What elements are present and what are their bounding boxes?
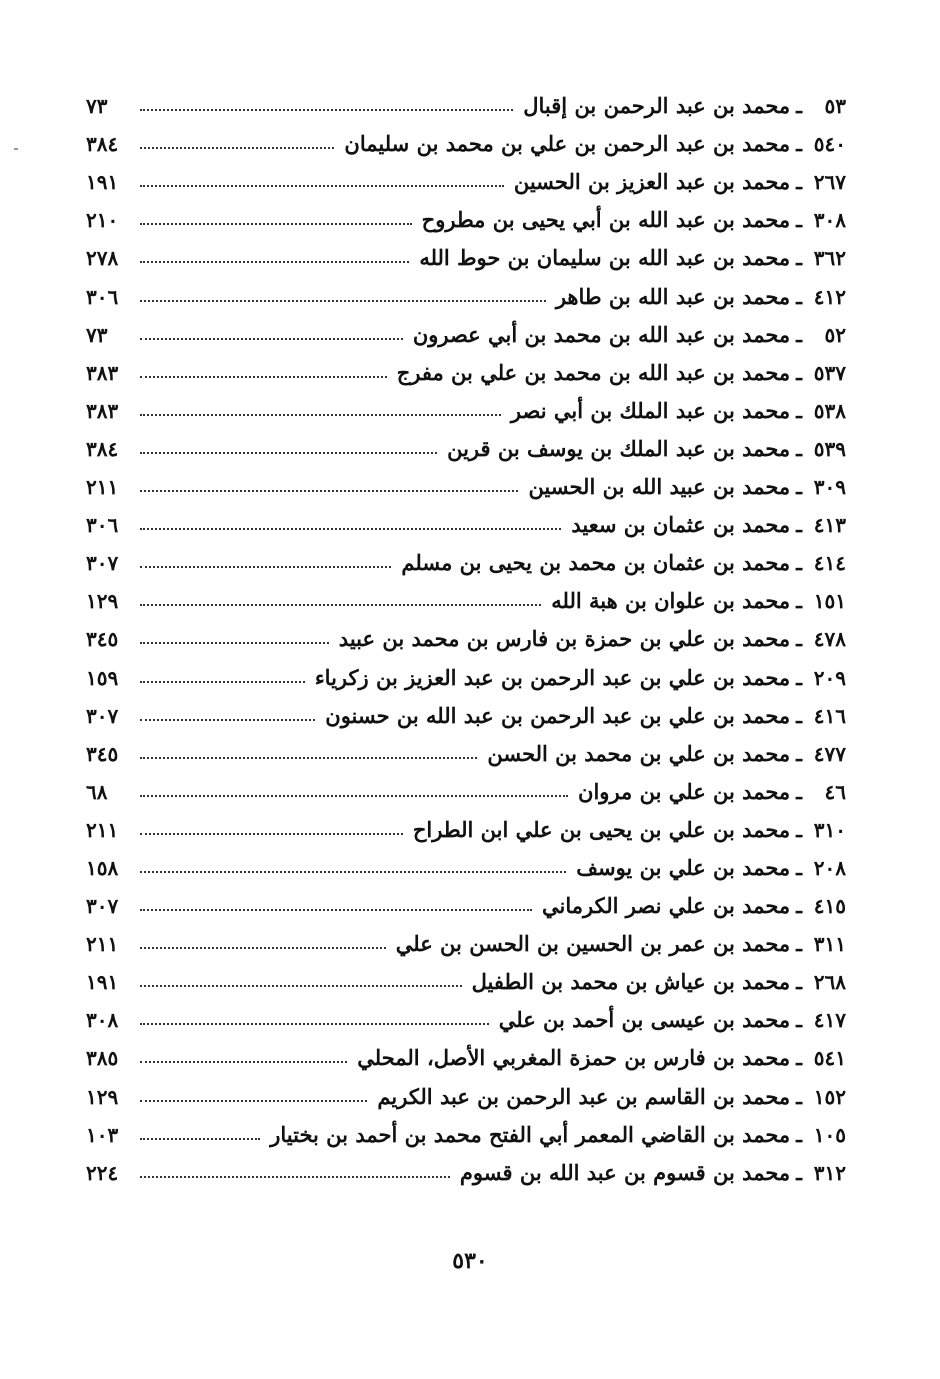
index-entry <box>86 86 846 124</box>
index-entry <box>86 276 846 314</box>
entry-page: ٢١١ <box>86 932 119 957</box>
entry-separator: ـ <box>796 627 802 652</box>
entry-separator: ـ <box>796 894 802 919</box>
entry-name: محمد بن عمر بن الحسين بن الحسن بن علي <box>395 931 791 957</box>
index-entry <box>86 696 846 734</box>
entry-page: ٣٨٤ <box>86 436 119 461</box>
entry-name: محمد بن عبد الرحمن بن علي بن محمد بن سليمان <box>344 131 791 157</box>
entry-separator: ـ <box>796 817 802 842</box>
entry-number: ٢٦٧ <box>813 170 846 195</box>
index-entry <box>86 505 846 543</box>
index-entry <box>86 619 846 657</box>
index-entry <box>86 1115 846 1153</box>
entry-number: ١٥١ <box>813 589 846 614</box>
entry-separator: ـ <box>796 398 802 423</box>
entry-page: ٣٤٥ <box>86 627 119 652</box>
entry-page: ١٢٩ <box>86 1084 119 1109</box>
entry-name: محمد بن عبد الله بن محمد بن أبي عصرون <box>412 321 791 347</box>
dot-leader <box>140 719 315 721</box>
entry-number: ٣٦٢ <box>813 246 846 271</box>
entry-name: محمد بن فارس بن حمزة المغربي الأصل، المحلي <box>357 1045 791 1071</box>
entry-number: ٢٦٨ <box>813 970 846 995</box>
entry-name: محمد بن القاسم بن عبد الرحمن بن عبد الكريم <box>377 1083 791 1109</box>
dot-leader <box>140 909 532 911</box>
entry-name: محمد بن عياش بن محمد بن الطفيل <box>471 969 791 995</box>
entry-separator: ـ <box>796 1046 802 1071</box>
dot-leader <box>140 871 566 873</box>
dot-leader <box>140 414 501 416</box>
entry-name: محمد بن القاضي المعمر أبي الفتح محمد بن أحمد بن بختيار <box>270 1121 791 1147</box>
entry-page: ٢١١ <box>86 475 119 500</box>
entry-number: ٤١٥ <box>813 894 846 919</box>
dot-leader <box>140 300 546 302</box>
index-entry <box>86 391 846 429</box>
entry-page: ٣٤٥ <box>86 741 119 766</box>
entry-name: محمد بن عبد الله بن طاهر <box>555 283 791 309</box>
entry-name: محمد بن علي نصر الكرماني <box>542 893 791 919</box>
entry-name: محمد بن علي بن عبد الرحمن بن عبد العزيز بن زكرياء <box>314 664 791 690</box>
entry-page: ١٥٨ <box>86 855 119 880</box>
index-entry <box>86 962 846 1000</box>
entry-name: محمد بن علي بن حمزة بن فارس بن محمد بن عبيد <box>338 626 791 652</box>
entry-number: ٣١١ <box>813 932 846 957</box>
index-entry <box>86 924 846 962</box>
entry-page: ١٢٩ <box>86 589 119 614</box>
entry-separator: ـ <box>796 665 802 690</box>
entry-number: ٥٣٧ <box>813 360 846 385</box>
entry-number: ٤٧٨ <box>813 627 846 652</box>
page-number: ٥٣٠ <box>452 1248 488 1274</box>
entry-name: محمد بن علوان بن هبة الله <box>551 588 791 614</box>
entry-name: محمد بن عبد الرحمن بن إقبال <box>523 93 791 119</box>
index-entry <box>86 1153 846 1191</box>
entry-number: ٣٠٩ <box>813 475 846 500</box>
entry-name: محمد بن علي بن مروان <box>578 778 791 804</box>
index-entry <box>86 772 846 810</box>
dot-leader <box>140 261 409 263</box>
entry-number: ٤١٢ <box>813 284 846 309</box>
entry-page: ٢٢٤ <box>86 1160 119 1185</box>
entry-separator: ـ <box>796 551 802 576</box>
entry-number: ٤١٣ <box>813 513 846 538</box>
entry-name: محمد بن علي بن محمد بن الحسن <box>487 740 791 766</box>
entry-separator: ـ <box>796 1160 802 1185</box>
entry-name: محمد بن علي بن عبد الرحمن بن عبد الله بن حسنون <box>325 702 791 728</box>
entry-name: محمد بن عيسى بن أحمد بن علي <box>498 1007 791 1033</box>
index-entry <box>86 353 846 391</box>
entry-page: ٧٣ <box>86 322 108 347</box>
dot-leader <box>140 795 568 797</box>
entry-number: ٤١٤ <box>813 551 846 576</box>
index-entry <box>86 1000 846 1038</box>
entry-page: ٣٠٧ <box>86 703 119 728</box>
entry-page: ٣٠٧ <box>86 894 119 919</box>
entry-separator: ـ <box>796 360 802 385</box>
entry-page: ١٩١ <box>86 170 119 195</box>
index-entry <box>86 200 846 238</box>
entry-name: محمد بن علي بن يوسف <box>576 854 791 880</box>
entry-separator: ـ <box>796 436 802 461</box>
entry-page: ٣٠٨ <box>86 1008 119 1033</box>
entry-separator: ـ <box>796 855 802 880</box>
entry-separator: ـ <box>796 779 802 804</box>
entry-separator: ـ <box>796 703 802 728</box>
entry-number: ١٥٢ <box>813 1084 846 1109</box>
dot-leader <box>140 338 403 340</box>
entry-name: محمد بن عثمان بن سعيد <box>571 512 791 538</box>
index-entry <box>86 238 846 276</box>
entry-page: ٣٠٦ <box>86 513 119 538</box>
entry-page: ٣٨٤ <box>86 132 119 157</box>
entry-name: محمد بن عبد العزيز بن الحسين <box>513 169 791 195</box>
dot-leader <box>140 1176 450 1178</box>
index-entry <box>86 543 846 581</box>
entry-name: محمد بن عثمان بن محمد بن يحيى بن مسلم <box>401 550 791 576</box>
entry-separator: ـ <box>796 284 802 309</box>
entry-page: ٢١١ <box>86 817 119 842</box>
entry-number: ٥٣ <box>824 94 846 119</box>
entry-number: ٥٤٠ <box>813 132 846 157</box>
entry-separator: ـ <box>796 94 802 119</box>
dot-leader <box>140 1023 489 1025</box>
entry-number: ٤٦ <box>824 779 846 804</box>
entry-name: محمد بن عبد الله بن سليمان بن حوط الله <box>419 245 791 271</box>
entry-page: ٣٠٧ <box>86 551 119 576</box>
entry-number: ٣١٠ <box>813 817 846 842</box>
entry-page: ٢٧٨ <box>86 246 119 271</box>
index-entry <box>86 848 846 886</box>
dot-leader <box>140 147 334 149</box>
entry-separator: ـ <box>796 132 802 157</box>
index-entry <box>86 162 846 200</box>
entry-separator: ـ <box>796 513 802 538</box>
entry-page: ١٥٩ <box>86 665 119 690</box>
dot-leader <box>140 1138 260 1140</box>
entry-name: محمد بن عبد الله بن محمد بن علي بن مفرج <box>396 359 791 385</box>
entry-page: ٧٣ <box>86 94 108 119</box>
entry-name: محمد بن عبد الملك بن أبي نصر <box>510 397 791 423</box>
entry-number: ٤٧٧ <box>813 741 846 766</box>
index-entry <box>86 429 846 467</box>
entry-name: محمد بن علي بن يحيى بن علي ابن الطراح <box>412 816 791 842</box>
index-entry <box>86 315 846 353</box>
entry-separator: ـ <box>796 1122 802 1147</box>
entry-separator: ـ <box>796 1084 802 1109</box>
scan-mark <box>14 148 18 150</box>
index-entry <box>86 124 846 162</box>
entry-page: ٢١٠ <box>86 208 119 233</box>
entry-separator: ـ <box>796 970 802 995</box>
entry-number: ٣٠٨ <box>813 208 846 233</box>
entry-separator: ـ <box>796 322 802 347</box>
entry-page: ٦٨ <box>86 779 108 804</box>
index-entry <box>86 1076 846 1114</box>
entry-page: ١٠٣ <box>86 1122 119 1147</box>
dot-leader <box>140 1100 367 1102</box>
dot-leader <box>140 528 561 530</box>
dot-leader <box>140 223 412 225</box>
entry-name: محمد بن عبد الملك بن يوسف بن قرين <box>447 435 791 461</box>
entry-page: ١٩١ <box>86 970 119 995</box>
index-entry <box>86 657 846 695</box>
dot-leader <box>140 833 403 835</box>
index-entry <box>86 581 846 619</box>
entry-number: ٤١٦ <box>813 703 846 728</box>
entry-number: ٢٠٩ <box>813 665 846 690</box>
entry-name: محمد بن عبد الله بن أبي يحيى بن مطروح <box>421 207 791 233</box>
index-entry <box>86 467 846 505</box>
entry-number: ٤١٧ <box>813 1008 846 1033</box>
entry-separator: ـ <box>796 475 802 500</box>
dot-leader <box>140 490 518 492</box>
entry-number: ٥٢ <box>824 322 846 347</box>
dot-leader <box>140 681 305 683</box>
entry-page: ٣٨٣ <box>86 360 119 385</box>
index-entry <box>86 886 846 924</box>
dot-leader <box>140 452 437 454</box>
dot-leader <box>140 947 386 949</box>
entry-separator: ـ <box>796 170 802 195</box>
entry-separator: ـ <box>796 1008 802 1033</box>
entry-number: ٥٣٩ <box>813 436 846 461</box>
entry-separator: ـ <box>796 741 802 766</box>
dot-leader <box>140 604 541 606</box>
dot-leader <box>140 757 477 759</box>
index-entry <box>86 1038 846 1076</box>
dot-leader <box>140 642 329 644</box>
entry-page: ٣٨٣ <box>86 398 119 423</box>
entry-number: ٢٠٨ <box>813 855 846 880</box>
dot-leader <box>140 109 513 111</box>
entry-separator: ـ <box>796 208 802 233</box>
entry-number: ٥٤١ <box>813 1046 846 1071</box>
entry-number: ١٠٥ <box>813 1122 846 1147</box>
dot-leader <box>140 1061 347 1063</box>
entry-separator: ـ <box>796 932 802 957</box>
entry-separator: ـ <box>796 589 802 614</box>
dot-leader <box>140 185 504 187</box>
entry-name: محمد بن قسوم بن عبد الله بن قسوم <box>459 1159 791 1185</box>
entry-number: ٥٣٨ <box>813 398 846 423</box>
entry-page: ٣٠٦ <box>86 284 119 309</box>
entry-separator: ـ <box>796 246 802 271</box>
entry-name: محمد بن عبيد الله بن الحسين <box>528 474 791 500</box>
entry-number: ٣١٢ <box>813 1160 846 1185</box>
index-entry <box>86 810 846 848</box>
dot-leader <box>140 985 462 987</box>
index-entry <box>86 734 846 772</box>
entry-page: ٣٨٥ <box>86 1046 119 1071</box>
dot-leader <box>140 376 387 378</box>
index-list <box>86 86 846 1191</box>
dot-leader <box>140 566 391 568</box>
